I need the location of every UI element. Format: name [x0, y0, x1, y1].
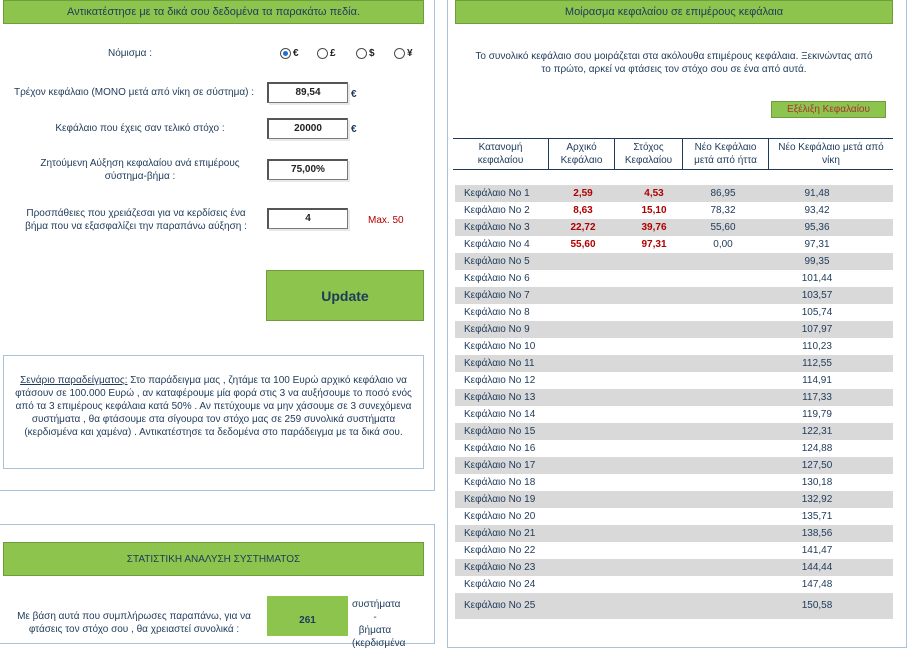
cell-loss: 86,95: [710, 188, 736, 199]
cell-win: 135,71: [801, 511, 833, 522]
cell-name: Κεφάλαιο Νο 5: [464, 256, 530, 267]
radio-selected-icon[interactable]: [280, 48, 291, 59]
column-header: Αρχικό Κεφάλαιο: [549, 139, 615, 169]
table-row: [455, 185, 893, 202]
cell-init: 8,63: [573, 205, 593, 216]
radio-icon[interactable]: [394, 48, 405, 59]
allocation-table-header: [453, 138, 893, 170]
cell-name: Κεφάλαιο Νο 7: [464, 290, 530, 301]
column-header: Στόχος Κεφαλαίου: [615, 139, 683, 169]
table-row: [455, 593, 893, 619]
stats-text-line1: Με βάση αυτά που συμπλήρωσες παραπάνω, για να: [17, 611, 251, 622]
table-row: [455, 372, 893, 389]
increase-label-line1: Ζητούμενη Αύξηση κεφαλαίου ανά επιμέρους: [40, 158, 240, 169]
cell-win: 150,58: [801, 600, 833, 611]
cell-name: Κεφάλαιο Νο 8: [464, 307, 530, 318]
cell-goal: 4,53: [644, 188, 664, 199]
cell-name: Κεφάλαιο Νο 2: [464, 205, 530, 216]
attempts-max-label: Max. 50: [368, 215, 404, 226]
cell-win: 101,44: [801, 273, 833, 284]
cell-name: Κεφάλαιο Νο 12: [464, 375, 536, 386]
cell-win: 114,91: [802, 375, 832, 386]
stats-header: ΣΤΑΤΙΣΤΙΚΗ ΑΝΑΛΥΣΗ ΣΥΣΤΗΜΑΤΟΣ: [3, 542, 424, 576]
table-row: [455, 491, 893, 508]
table-row: [455, 525, 893, 542]
table-row: [455, 236, 893, 253]
cell-loss: 78,32: [710, 205, 736, 216]
cell-name: Κεφάλαιο Νο 11: [464, 358, 535, 369]
cell-name: Κεφάλαιο Νο 3: [464, 222, 530, 233]
stats-suffix-line2: βήματα: [358, 625, 392, 636]
cell-name: Κεφάλαιο Νο 17: [464, 460, 536, 471]
table-row: [455, 389, 893, 406]
cell-win: 122,31: [801, 426, 833, 437]
currency-symbol: £: [330, 47, 336, 59]
cell-name: Κεφάλαιο Νο 9: [464, 324, 530, 335]
table-row: [455, 576, 893, 593]
cell-name: Κεφάλαιο Νο 10: [464, 341, 536, 352]
input-panel-header: Αντικατέστησε με τα δικά σου δεδομένα τα παρακάτω πεδία.: [3, 0, 424, 24]
cell-name: Κεφάλαιο Νο 15: [464, 426, 536, 437]
cell-name: Κεφάλαιο Νο 25: [464, 600, 536, 611]
current-capital-label: Τρέχον κεφάλαιο (ΜΟΝΟ μετά από νίκη σε σύστημα) :: [13, 87, 255, 98]
column-header: Κατανομή κεφαλαίου: [453, 139, 549, 169]
cell-win: 93,42: [804, 205, 830, 216]
stats-text: [2, 610, 266, 636]
table-row: [455, 253, 893, 270]
cell-win: 138,56: [801, 528, 833, 539]
stats-text-line2: φτάσεις τον στόχο σου , θα χρειαστεί συνολικά :: [28, 624, 240, 635]
cell-win: 103,57: [801, 290, 833, 301]
table-row: [455, 321, 893, 338]
cell-win: 107,97: [801, 324, 833, 335]
current-capital-input[interactable]: 89,54: [267, 82, 348, 103]
currency-symbol: €: [293, 47, 299, 59]
allocation-table-body: [455, 185, 893, 619]
cell-win: 127,50: [801, 460, 833, 471]
allocation-intro: [455, 50, 893, 76]
table-row: [455, 542, 893, 559]
cell-goal: 15,10: [641, 205, 667, 216]
stats-suffix: [352, 598, 406, 650]
example-title: Σενάριο παραδείγματος:: [20, 375, 128, 386]
table-row: [455, 287, 893, 304]
cell-name: Κεφάλαιο Νο 1: [464, 188, 530, 199]
cell-name: Κεφάλαιο Νο 19: [464, 494, 536, 505]
increase-input[interactable]: 75,00%: [267, 159, 348, 180]
target-capital-label: Κεφάλαιο που έχεις σαν τελικό στόχο :: [55, 123, 225, 134]
cell-win: 112,55: [802, 358, 832, 369]
cell-name: Κεφάλαιο Νο 18: [464, 477, 536, 488]
cell-name: Κεφάλαιο Νο 6: [464, 273, 530, 284]
cell-win: 105,74: [801, 307, 833, 318]
table-row: [455, 457, 893, 474]
cell-win: 147,48: [801, 579, 833, 590]
current-capital-unit: €: [351, 89, 357, 100]
currency-symbol: $: [369, 47, 375, 59]
increase-label-line2: σύστημα-βήμα :: [104, 171, 176, 182]
cell-win: 132,92: [801, 494, 833, 505]
attempts-label: [5, 207, 267, 233]
cell-name: Κεφάλαιο Νο 24: [464, 579, 536, 590]
cell-name: Κεφάλαιο Νο 23: [464, 562, 536, 573]
cell-name: Κεφάλαιο Νο 20: [464, 511, 536, 522]
currency-option-gbp[interactable]: [317, 46, 336, 60]
total-systems-value: 261: [267, 596, 348, 636]
cell-name: Κεφάλαιο Νο 21: [464, 528, 536, 539]
table-row: [455, 270, 893, 287]
column-header: Νέο Κεφάλαιο μετά από νίκη: [778, 142, 884, 166]
radio-icon[interactable]: [356, 48, 367, 59]
cell-win: 117,33: [802, 392, 832, 403]
attempts-label-line1: Προσπάθειες που χρειάζεσαι για να κερδίσεις ένα: [26, 208, 246, 219]
capital-evolution-button[interactable]: Εξέλιξη Κεφαλαίου: [771, 101, 886, 118]
cell-win: 124,88: [801, 443, 833, 454]
cell-loss: 0,00: [713, 239, 733, 250]
cell-goal: 97,31: [641, 239, 667, 250]
allocation-intro-line1: Το συνολικό κεφάλαιο σου μοιράζεται στα ακόλουθα επιμέρους κεφάλαια. Ξεκινώντας από: [475, 51, 873, 62]
cell-win: 110,23: [802, 341, 832, 352]
cell-init: 22,72: [570, 222, 596, 233]
currency-symbol: ¥: [407, 47, 413, 59]
cell-win: 91,48: [804, 188, 830, 199]
table-row: [455, 423, 893, 440]
example-text: Στο παράδειγμα μας , ζητάμε τα 100 Ευρώ αρχικό κεφάλαιο να φτάσουν σε 100.000 Ευρώ , αν καταφέρουμε μία φορά στις 3 να αυξήσουμε το ποσό ενός από τα 3 επιμέρους κεφάλαια κατά 50% . Αν πετύχουμε να μην χάσουμε σε 3 συνεχόμενα συστήματα , θα φτάσουμε στα σίγουρα τον στόχο μας σε 259 συνολικά συστήματα (κερδισμένα και χαμένα) . Αντικατέστησε τα δεδομένα στο παράδειγμα με τα δικά σου.: [15, 375, 412, 438]
cell-name: Κεφάλαιο Νο 14: [464, 409, 536, 420]
table-row: [455, 304, 893, 321]
allocation-header: Μοίρασμα κεφαλαίου σε επιμέρους κεφάλαια: [455, 0, 893, 24]
table-row: [455, 202, 893, 219]
stats-suffix-line3: (κερδισμένα: [352, 638, 406, 649]
table-row: [455, 508, 893, 525]
cell-goal: 39,76: [641, 222, 667, 233]
target-capital-input[interactable]: 20000: [267, 118, 348, 139]
attempts-label-line2: βήμα που να εξασφαλίζει την παραπάνω αύξηση :: [25, 221, 247, 232]
cell-win: 99,35: [804, 256, 830, 267]
cell-win: 97,31: [804, 239, 830, 250]
cell-init: 2,59: [573, 188, 593, 199]
column-header: Νέο Κεφάλαιο μετά από ήττα: [683, 139, 769, 169]
increase-label: [20, 157, 260, 183]
currency-label: Νόμισμα :: [107, 48, 153, 59]
currency-option-eur[interactable]: [280, 46, 299, 60]
stats-suffix-line1: συστήματα -: [352, 599, 401, 623]
cell-win: 144,44: [801, 562, 833, 573]
table-row: [455, 355, 893, 372]
allocation-intro-line2: το πρώτο, αρκεί να φτάσεις τον στόχο σου σε ένα από αυτά.: [541, 64, 807, 75]
example-scenario-box: [3, 355, 424, 469]
currency-option-usd[interactable]: [356, 46, 375, 60]
table-row: [455, 406, 893, 423]
cell-name: Κεφάλαιο Νο 22: [464, 545, 536, 556]
cell-win: 141,47: [801, 545, 833, 556]
cell-win: 119,79: [802, 409, 832, 420]
table-row: [455, 559, 893, 576]
cell-init: 55,60: [570, 239, 596, 250]
table-row: [455, 474, 893, 491]
update-button[interactable]: Update: [266, 270, 424, 321]
table-row: [455, 338, 893, 355]
target-capital-unit: €: [351, 124, 357, 135]
cell-win: 130,18: [801, 477, 833, 488]
radio-icon[interactable]: [317, 48, 328, 59]
currency-option-jpy[interactable]: [394, 46, 413, 60]
table-row: [455, 219, 893, 236]
cell-win: 95,36: [804, 222, 830, 233]
cell-name: Κεφάλαιο Νο 13: [464, 392, 536, 403]
cell-name: Κεφάλαιο Νο 4: [464, 239, 530, 250]
table-row: [455, 440, 893, 457]
attempts-input[interactable]: 4: [267, 208, 348, 229]
cell-name: Κεφάλαιο Νο 16: [464, 443, 536, 454]
cell-loss: 55,60: [710, 222, 736, 233]
